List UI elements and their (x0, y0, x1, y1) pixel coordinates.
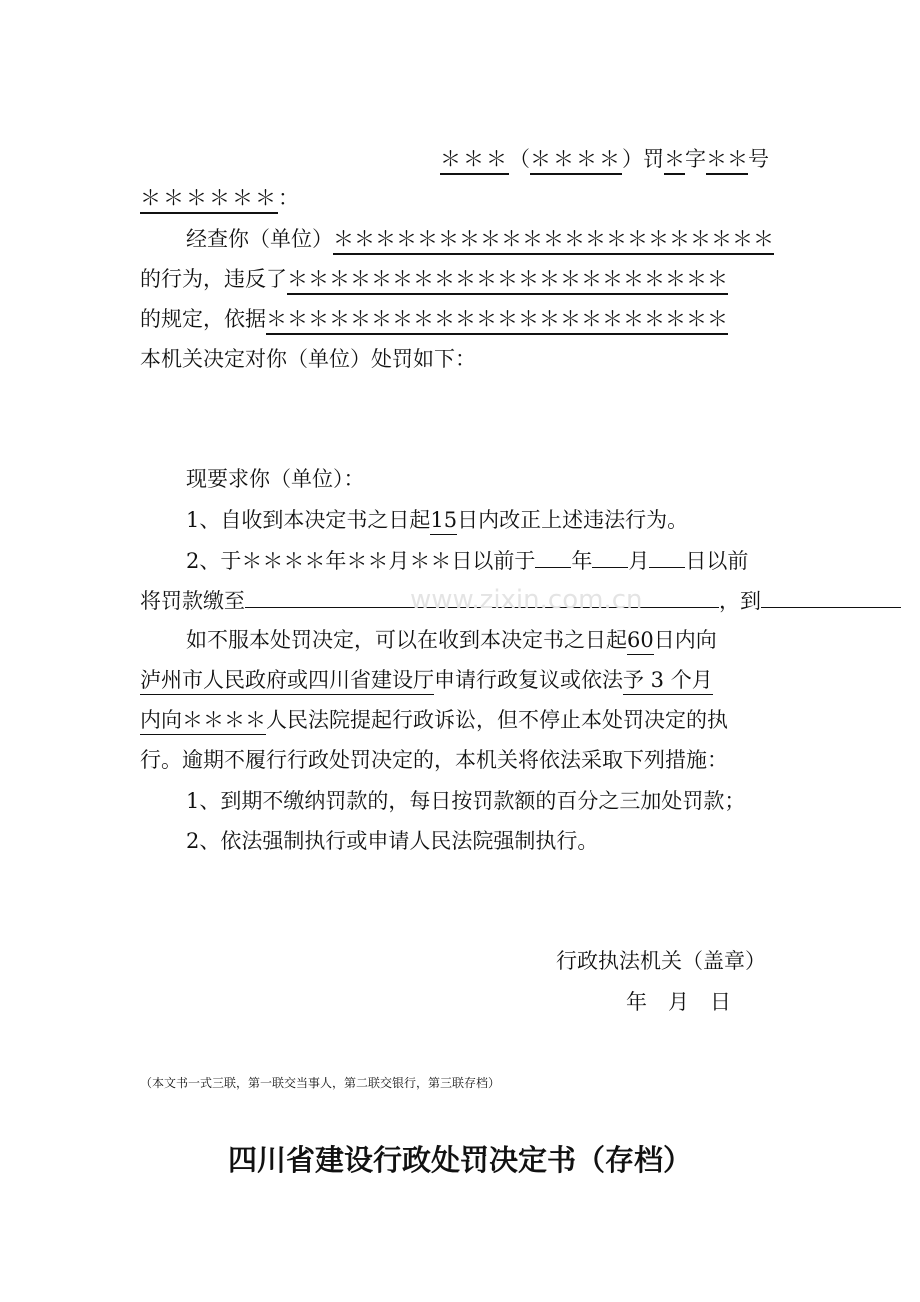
footnote: （本文书一式三联，第一联交当事人，第二联交银行，第三联存档） (140, 1076, 501, 1090)
appeal-line-2-middle: 申请行政复议或依法 (434, 668, 623, 692)
label-day-before: 日以前 (685, 549, 749, 573)
doc-number-fa: ）罚 (622, 147, 664, 171)
measure-1: 1、到期不缴纳罚款的，每日按罚款额的百分之三加处罚款； (186, 789, 746, 813)
payment-destination-blank[interactable] (761, 585, 901, 608)
addressee-colon: ： (278, 186, 299, 210)
litigation-period: 予 3 个月 (623, 666, 713, 695)
appeal-line-3-suffix: 人民法院提起行政诉讼，但不停止本处罚决定的执 (266, 708, 728, 732)
appeal-line-3 (140, 705, 728, 735)
violated-law-fill: ＊＊＊＊＊＊＊＊＊＊＊＊＊＊＊＊＊＊＊＊＊ (287, 265, 728, 295)
appeal-line-2 (140, 665, 713, 695)
addressee-name: ＊＊＊＊＊＊ (140, 184, 278, 214)
appeal-days: 60 (627, 626, 654, 655)
addressee (140, 183, 299, 214)
body-line-4: 本机关决定对你（单位）处罚如下： (140, 347, 476, 371)
correction-days: 15 (430, 506, 457, 535)
doc-number-hao: 号 (748, 147, 769, 171)
signing-authority: 行政执法机关（盖章） (556, 949, 766, 973)
requirements-heading: 现要求你（单位）： (186, 467, 365, 491)
label-month: 月 (628, 549, 650, 573)
requirement-2-prefix: 2、于＊＊＊＊年＊＊月＊＊日以前于 (186, 549, 536, 573)
requirement-item-2 (186, 545, 748, 576)
body-line-2-prefix: 的行为，违反了 (140, 267, 287, 291)
blank-month[interactable] (592, 545, 628, 568)
doc-number-agency: ＊＊＊ (440, 145, 509, 175)
blank-year[interactable] (535, 545, 571, 568)
document-number (440, 144, 769, 175)
court-name: 内向＊＊＊＊ (140, 706, 266, 735)
requirement-1-prefix: 1、自收到本决定书之日起 (186, 508, 431, 532)
measure-2: 2、依法强制执行或申请人民法院强制执行。 (186, 829, 599, 853)
appeal-line-1 (186, 625, 717, 655)
document-title: 四川省建设行政处罚决定书（存档） (227, 1143, 692, 1177)
body-line-1 (186, 224, 774, 255)
body-line-3-prefix: 的规定，依据 (140, 307, 266, 331)
body-line-1-prefix: 经查你（单位） (186, 227, 333, 251)
doc-number-paren-open: （ (509, 147, 530, 171)
legal-basis-fill: ＊＊＊＊＊＊＊＊＊＊＊＊＊＊＊＊＊＊＊＊＊＊ (266, 305, 728, 335)
watermark: www.zixin.com.cn (410, 585, 643, 615)
violator-fill: ＊＊＊＊＊＊＊＊＊＊＊＊＊＊＊＊＊＊＊＊＊ (333, 225, 774, 255)
blank-day[interactable] (649, 545, 685, 568)
doc-number-type: ＊ (664, 145, 685, 175)
signing-date: 年 月 日 (626, 990, 731, 1014)
label-year: 年 (571, 549, 593, 573)
requirement-item-1 (186, 505, 688, 535)
payment-to-label: 将罚款缴至 (140, 589, 245, 613)
appeal-line-1-suffix: 日内向 (653, 628, 717, 652)
doc-number-zi: 字 (685, 147, 706, 171)
body-line-2 (140, 264, 728, 295)
appeal-line-4: 行。逾期不履行行政处罚决定的，本机关将依法采取下列措施： (140, 748, 728, 772)
to-label: ，到 (719, 589, 761, 613)
doc-number-year: ＊＊＊＊ (530, 145, 622, 175)
review-authority: 泸州市人民政府或四川省建设厅 (140, 666, 434, 695)
appeal-line-1-prefix: 如不服本处罚决定，可以在收到本决定书之日起 (186, 628, 627, 652)
body-line-3 (140, 304, 728, 335)
doc-number-serial: ＊＊ (706, 145, 748, 175)
requirement-1-suffix: 日内改正上述违法行为。 (457, 508, 689, 532)
